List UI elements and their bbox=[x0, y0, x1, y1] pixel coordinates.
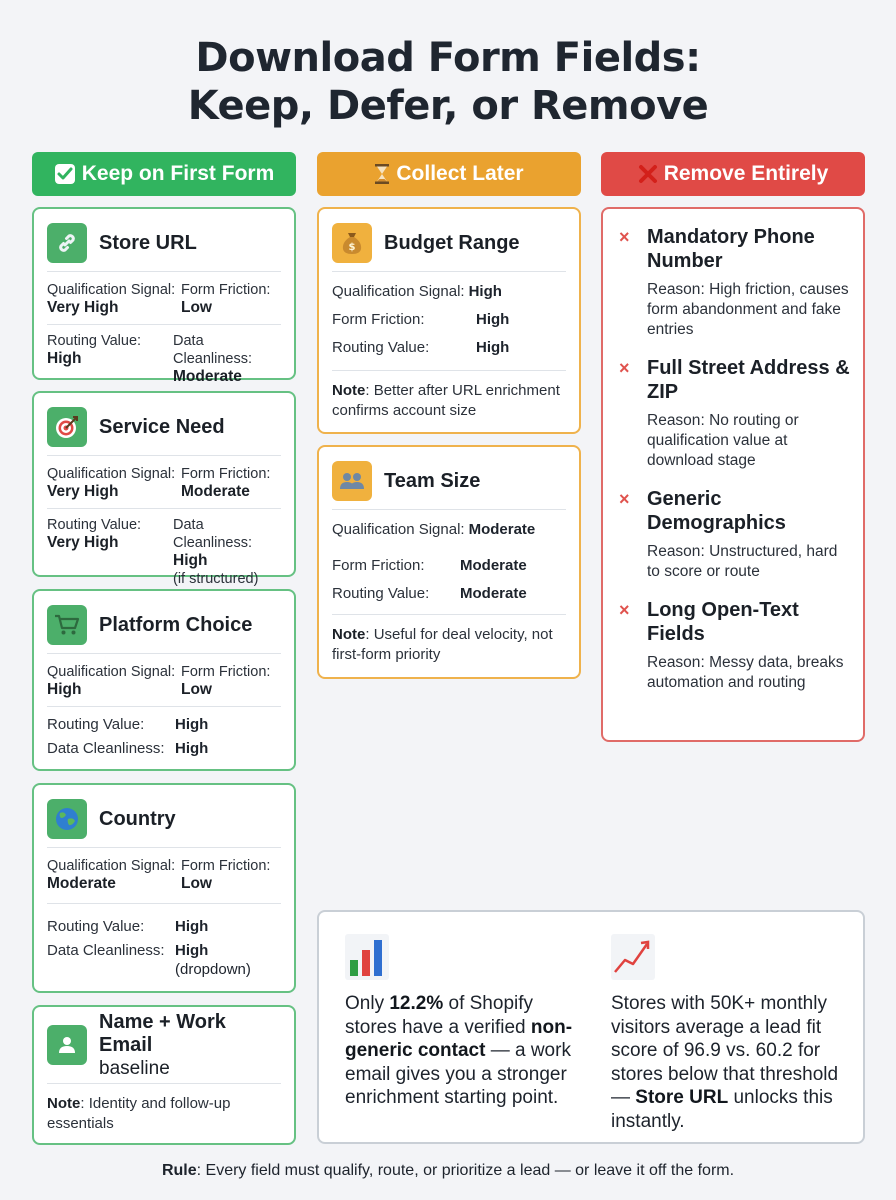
routing-label: Routing Value: bbox=[47, 918, 145, 935]
remove-item-address: × Full Street Address & ZIP Reason: No routing or qualification value at download stage bbox=[615, 356, 853, 471]
note-label: Note bbox=[47, 1095, 81, 1112]
routing-value: Moderate bbox=[460, 585, 527, 602]
x-icon: × bbox=[619, 600, 630, 620]
remove-item-phone: × Mandatory Phone Number Reason: High friction, causes form abandonment and fake entries bbox=[615, 225, 853, 340]
card-title: Platform Choice bbox=[99, 613, 253, 636]
remove-item-title: Full Street Address & ZIP bbox=[647, 357, 850, 403]
stat-lead-fit bbox=[611, 934, 851, 1133]
people-icon bbox=[332, 461, 372, 501]
later-card-budget-range: $ Budget Range Qualification Signal: High Form Friction: High Routing Value: High Note: Better after URL enrichment confirms account size bbox=[317, 207, 581, 434]
stats-panel bbox=[317, 910, 865, 1144]
cleanliness-value: High bbox=[173, 552, 208, 569]
cleanliness-value: Moderate bbox=[173, 368, 242, 385]
qualification-value: Very High bbox=[47, 299, 119, 316]
trend-up-icon bbox=[611, 934, 655, 980]
stat-highlight: non-generic contact bbox=[345, 1016, 573, 1061]
note-text: Better after URL enrichment confirms account size bbox=[332, 382, 560, 419]
reason-label: Reason bbox=[647, 412, 701, 429]
friction-value: Low bbox=[181, 681, 212, 698]
x-icon: × bbox=[619, 358, 630, 378]
card-title: Service Need bbox=[99, 415, 225, 438]
user-icon bbox=[47, 1025, 87, 1065]
friction-value: Low bbox=[181, 875, 212, 892]
remove-column-label: Remove Entirely bbox=[663, 162, 829, 185]
cross-icon bbox=[638, 164, 658, 184]
stat-text: unlocks this instantly. bbox=[611, 1087, 833, 1132]
page-title bbox=[0, 34, 896, 130]
qualification-label: Qualification Signal: bbox=[47, 664, 176, 680]
routing-label: Routing Value: bbox=[332, 339, 430, 356]
remove-item-title: Generic Demographics bbox=[647, 488, 786, 534]
routing-label: Routing Value: bbox=[332, 585, 430, 602]
rule-label: Rule bbox=[161, 1162, 197, 1179]
cleanliness-note: (dropdown) bbox=[175, 961, 251, 978]
x-icon: × bbox=[619, 489, 630, 509]
cleanliness-label: Data Cleanliness: bbox=[47, 740, 165, 757]
stat-text: of Shopify stores have a verified bbox=[345, 993, 534, 1038]
note-label: Note bbox=[332, 626, 366, 643]
svg-text:$: $ bbox=[348, 242, 356, 253]
qualification-value: High bbox=[47, 681, 82, 698]
note-text: Identity and follow-up essentials bbox=[47, 1095, 231, 1132]
card-title-text: Name + Work Email bbox=[99, 1010, 226, 1056]
title-line-2: Keep, Defer, or Remove bbox=[187, 83, 709, 129]
note-label: Note bbox=[332, 382, 366, 399]
link-icon bbox=[47, 223, 87, 263]
qualification-label: Qualification Signal: bbox=[332, 521, 465, 538]
keep-column-header bbox=[32, 152, 296, 196]
friction-value: High bbox=[476, 311, 510, 328]
stat-text: — a work email gives you a stronger enrichment starting point. bbox=[345, 1040, 571, 1108]
footer-rule bbox=[0, 1162, 896, 1180]
keep-card-store-url bbox=[32, 207, 296, 385]
check-icon bbox=[54, 163, 76, 185]
hourglass-icon bbox=[374, 163, 390, 185]
keep-column-label: Keep on First Form bbox=[81, 162, 275, 185]
remove-item-title: Long Open-Text Fields bbox=[647, 599, 799, 645]
keep-card-name-email: Name + Work Email baseline Note: Identity and follow-up essentials bbox=[32, 1005, 296, 1145]
routing-value: High bbox=[175, 716, 209, 733]
cleanliness-label: Data Cleanliness: bbox=[173, 333, 252, 367]
note-text: Useful for deal velocity, not first-form priority bbox=[332, 626, 553, 663]
card-title: Country bbox=[99, 807, 176, 830]
routing-value: High bbox=[476, 339, 510, 356]
remove-item-title: Mandatory Phone Number bbox=[647, 226, 815, 272]
routing-label: Routing Value: bbox=[47, 517, 142, 533]
friction-value: Moderate bbox=[181, 483, 250, 500]
qualification-value: High bbox=[468, 283, 502, 300]
keep-card-service-need bbox=[32, 391, 296, 587]
reason-label: Reason bbox=[647, 654, 701, 671]
remove-item-open-text: × Long Open-Text Fields Reason: Messy data, breaks automation and routing bbox=[615, 598, 853, 693]
friction-value: Low bbox=[181, 299, 212, 316]
card-title: Team Size bbox=[384, 469, 481, 492]
remove-item-demographics: × Generic Demographics Reason: Unstructured, hard to score or route bbox=[619, 488, 838, 580]
stat-verified-contact bbox=[345, 934, 577, 1110]
card-title bbox=[99, 1011, 281, 1080]
qualification-value: Moderate bbox=[468, 521, 536, 538]
keep-card-platform-choice bbox=[32, 589, 296, 771]
reason-text: Unstructured, hard to score or route bbox=[647, 543, 838, 580]
globe-icon bbox=[47, 799, 87, 839]
target-icon bbox=[47, 407, 87, 447]
reason-text: High friction, causes form abandonment and fake entries bbox=[647, 281, 849, 338]
friction-label: Form Friction: bbox=[181, 664, 271, 680]
friction-label: Form Friction: bbox=[332, 311, 425, 328]
bar-chart-icon bbox=[345, 934, 389, 980]
keep-card-country bbox=[32, 783, 296, 993]
routing-value: Very High bbox=[47, 534, 119, 551]
cleanliness-note: (if structured) bbox=[173, 571, 259, 587]
later-column-label: Collect Later bbox=[396, 162, 524, 185]
friction-label: Form Friction: bbox=[181, 858, 271, 874]
card-title: Budget Range bbox=[384, 231, 520, 254]
title-line-1: Download Form Fields: bbox=[195, 35, 701, 81]
routing-value: High bbox=[47, 350, 82, 367]
stat-highlight: Store URL bbox=[635, 1087, 729, 1108]
routing-label: Routing Value: bbox=[47, 333, 142, 349]
reason-label: Reason bbox=[647, 543, 701, 560]
friction-label: Form Friction: bbox=[332, 557, 425, 574]
qualification-value: Very High bbox=[47, 483, 119, 500]
qualification-label: Qualification Signal: bbox=[47, 282, 176, 298]
friction-value: Moderate bbox=[460, 557, 527, 574]
cart-icon bbox=[47, 605, 87, 645]
x-icon: × bbox=[619, 227, 630, 247]
cleanliness-value: High bbox=[175, 942, 209, 959]
rule-text: : Every field must qualify, route, or prioritize a lead — or leave it off the form. bbox=[196, 1162, 735, 1179]
later-card-team-size: Team Size Qualification Signal: Moderate Form Friction: Moderate Routing Value: Moderate Note: Useful for deal velocity, not first-form priority bbox=[317, 445, 581, 679]
reason-label: Reason bbox=[647, 281, 701, 298]
reason-text: No routing or qualification value at download stage bbox=[647, 412, 799, 469]
qualification-label: Qualification Signal: bbox=[47, 466, 176, 482]
qualification-label: Qualification Signal: bbox=[47, 858, 176, 874]
card-title: Store URL bbox=[99, 231, 197, 254]
cleanliness-label: Data Cleanliness: bbox=[173, 517, 252, 551]
stat-highlight: 12.2% bbox=[389, 993, 444, 1014]
friction-label: Form Friction: bbox=[181, 282, 271, 298]
stat-text: Stores with 50K+ monthly visitors average a lead fit score of 96.9 vs. 60.2 for stores below that threshold — bbox=[611, 993, 839, 1108]
friction-label: Form Friction: bbox=[181, 466, 271, 482]
remove-column-header bbox=[601, 152, 865, 196]
cleanliness-value: High bbox=[175, 740, 209, 757]
money-bag-icon bbox=[332, 223, 372, 263]
routing-value: High bbox=[175, 918, 209, 935]
routing-label: Routing Value: bbox=[47, 716, 145, 733]
card-subtitle: baseline bbox=[99, 1057, 170, 1079]
cleanliness-label: Data Cleanliness: bbox=[47, 942, 165, 959]
qualification-label: Qualification Signal: bbox=[332, 283, 465, 300]
later-column-header bbox=[317, 152, 581, 196]
stat-text: Only bbox=[345, 993, 390, 1014]
reason-text: Messy data, breaks automation and routing bbox=[647, 654, 844, 691]
qualification-value: Moderate bbox=[47, 875, 116, 892]
remove-list-card bbox=[601, 207, 865, 742]
